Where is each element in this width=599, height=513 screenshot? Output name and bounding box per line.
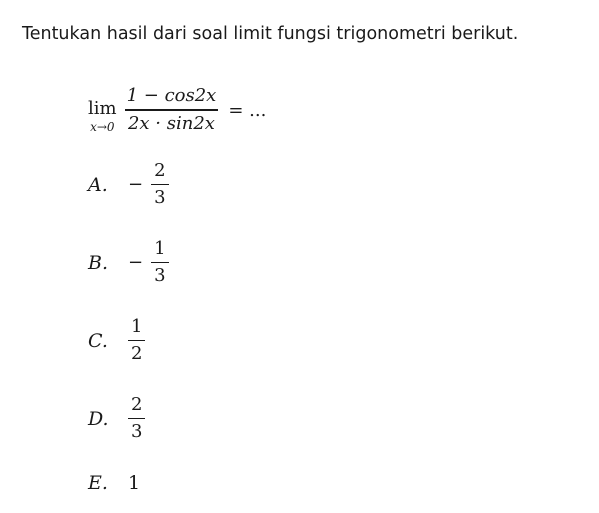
- option-denominator: 3: [154, 187, 166, 209]
- option-letter: B.: [88, 251, 109, 274]
- limit-numerator: 1 − cos2x: [126, 85, 217, 107]
- option-d[interactable]: [88, 394, 145, 443]
- option-b[interactable]: [88, 238, 169, 287]
- option-e[interactable]: [88, 472, 140, 494]
- fraction-bar: [125, 109, 219, 110]
- option-fraction: [128, 394, 145, 443]
- option-a[interactable]: [88, 160, 169, 209]
- option-sign: −: [128, 174, 144, 196]
- option-numerator: 1: [131, 316, 143, 337]
- option-letter: A.: [88, 173, 108, 196]
- option-numerator: 2: [154, 160, 166, 181]
- option-denominator: 3: [154, 265, 166, 287]
- option-c[interactable]: [88, 316, 145, 365]
- option-letter: D.: [88, 407, 109, 430]
- option-numerator: 2: [131, 394, 143, 415]
- option-letter: C.: [88, 329, 108, 352]
- fraction-bar: [151, 184, 168, 185]
- fraction-bar: [128, 340, 145, 341]
- option-denominator: 2: [131, 343, 143, 365]
- option-value: 1: [128, 472, 141, 494]
- fraction-bar: [151, 262, 168, 263]
- limit-denominator: 2x · sin2x: [127, 112, 215, 134]
- option-sign: −: [128, 252, 144, 274]
- option-denominator: 3: [131, 421, 143, 443]
- limit-expression: [88, 80, 266, 140]
- option-fraction: [128, 316, 145, 365]
- lim-word: lim: [88, 98, 117, 119]
- option-numerator: 1: [154, 238, 166, 259]
- option-letter: E.: [88, 472, 108, 494]
- limit-operator: [88, 99, 117, 135]
- limit-fraction: [125, 85, 219, 134]
- option-fraction: [151, 238, 168, 287]
- question-text: Tentukan hasil dari soal limit fungsi trigonometri berikut.: [22, 24, 519, 44]
- fraction-bar: [128, 418, 145, 419]
- equals-ellipsis: = ...: [228, 99, 267, 121]
- option-fraction: [151, 160, 168, 209]
- lim-subscript: x→0: [90, 120, 115, 134]
